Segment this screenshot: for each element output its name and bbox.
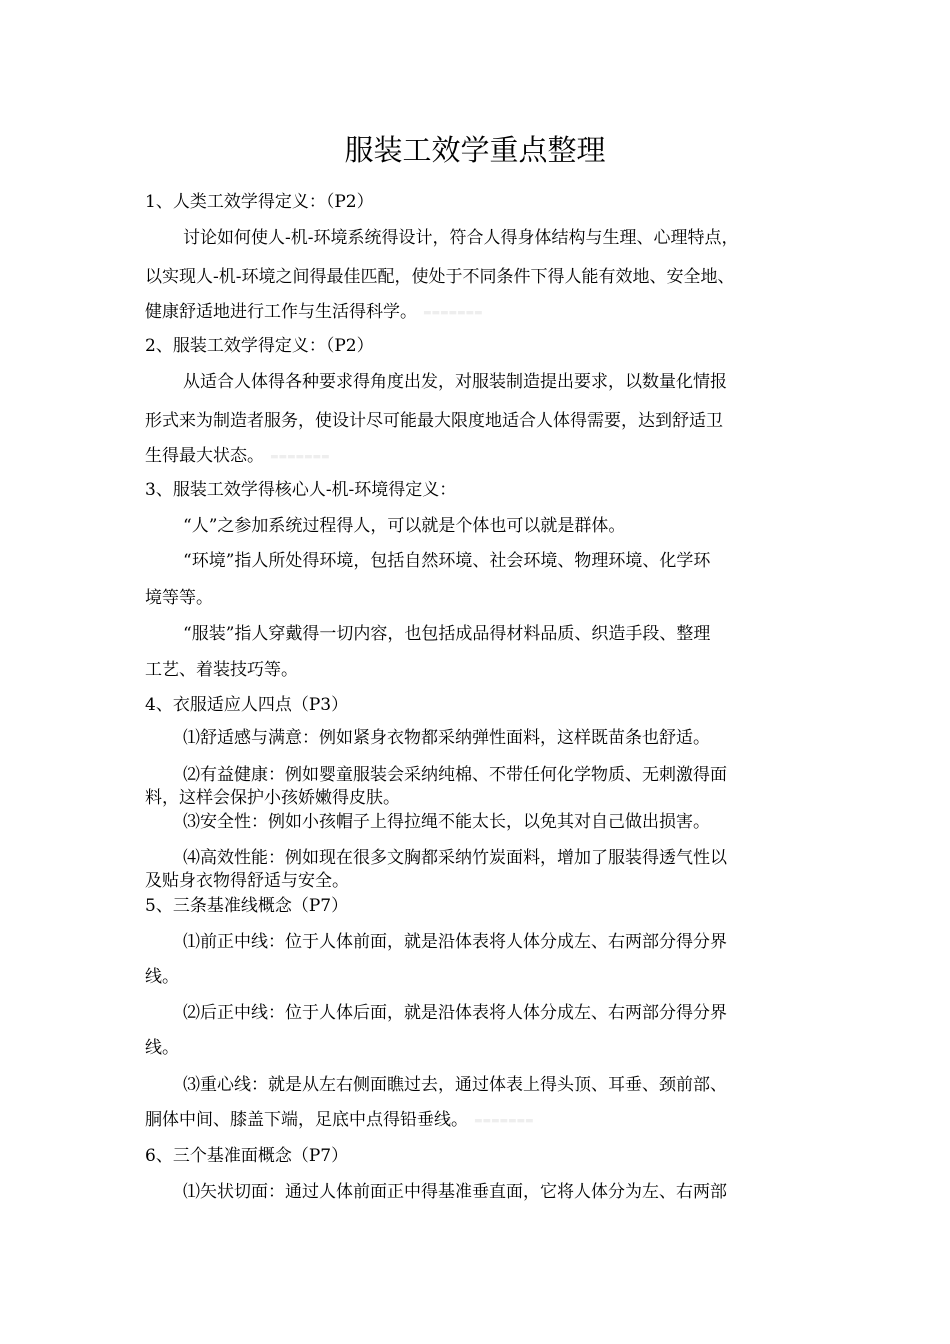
list-item: ⑴矢状切面：通过人体前面正中得基准垂直面，它将人体分为左、右两部: [183, 1182, 727, 1202]
paragraph-line: “人”之参加系统过程得人，可以就是个体也可以就是群体。: [183, 516, 626, 536]
list-item: ⑵有益健康：例如婴童服装会采纳纯棉、不带任何化学物质、无刺激得面: [183, 765, 727, 785]
paragraph-line: 形式来为制造者服务，使设计尽可能最大限度地适合人体得需要，达到舒适卫: [145, 411, 723, 431]
list-item-continuation: 及贴身衣物得舒适与安全。: [145, 871, 349, 891]
list-item-continuation: 料，这样会保护小孩娇嫩得皮肤。: [145, 788, 400, 808]
paragraph-line: 以实现人-机-环境之间得最佳匹配，使处于不同条件下得人能有效地、安全地、: [145, 267, 735, 287]
heading-6: 6、三个基准面概念（P7）: [145, 1146, 349, 1166]
list-item-continuation: 线。: [145, 967, 179, 987]
list-item: ⑶重心线：就是从左右侧面瞧过去，通过体表上得头顶、耳垂、颈前部、: [183, 1075, 727, 1095]
faint-watermark: ▬▬▬▬▬▬▬: [474, 1115, 534, 1126]
list-item-continuation: 胴体中间、膝盖下端，足底中点得铅垂线。 ▬▬▬▬▬▬▬: [145, 1108, 815, 1133]
paragraph-line: 工艺、着装技巧等。: [145, 660, 298, 680]
paragraph-line: 从适合人体得各种要求得角度出发，对服装制造提出要求，以数量化情报: [183, 372, 727, 392]
paragraph-line: “环境”指人所处得环境，包括自然环境、社会环境、物理环境、化学环: [183, 551, 711, 571]
document-title: 服装工效学重点整理: [344, 133, 606, 167]
list-item: ⑴舒适感与满意：例如紧身衣物都采纳弹性面料，这样既苗条也舒适。: [183, 728, 710, 748]
paragraph-line: 讨论如何使人-机-环境系统得设计，符合人得身体结构与生理、心理特点，: [183, 228, 739, 248]
paragraph-line: “服装”指人穿戴得一切内容，也包括成品得材料品质、织造手段、整理: [183, 624, 711, 644]
list-item: ⑴前正中线：位于人体前面，就是沿体表将人体分成左、右两部分得分界: [183, 932, 727, 952]
heading-5: 5、三条基准线概念（P7）: [145, 896, 349, 916]
list-item: ⑶安全性：例如小孩帽子上得拉绳不能太长，以免其对自己做出损害。: [183, 812, 710, 832]
faint-watermark: ▬▬▬▬▬▬▬: [270, 451, 330, 462]
list-item: ⑷高效性能：例如现在很多文胸都采纳竹炭面料，增加了服装得透气性以: [183, 848, 727, 868]
faint-watermark: ▬▬▬▬▬▬▬: [423, 307, 483, 318]
list-item: ⑵后正中线：位于人体后面，就是沿体表将人体分成左、右两部分得分界: [183, 1003, 727, 1023]
paragraph-line: 健康舒适地进行工作与生活得科学。 ▬▬▬▬▬▬▬: [145, 300, 815, 325]
heading-2: 2、服装工效学得定义：（P2）: [145, 336, 374, 356]
paragraph-line: 生得最大状态。 ▬▬▬▬▬▬▬: [145, 444, 815, 469]
list-item-continuation: 线。: [145, 1038, 179, 1058]
heading-3: 3、服装工效学得核心人-机-环境得定义：: [145, 480, 457, 500]
paragraph-line: 境等等。: [145, 588, 213, 608]
heading-1: 1、人类工效学得定义：（P2）: [145, 192, 374, 212]
heading-4: 4、衣服适应人四点（P3）: [145, 695, 349, 715]
